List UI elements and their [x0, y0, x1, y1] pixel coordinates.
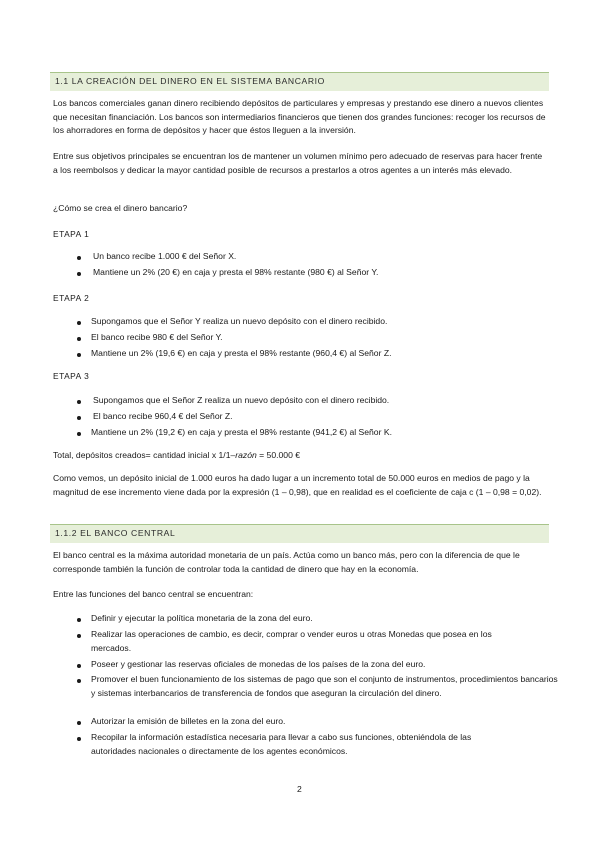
bullet-icon [77, 272, 81, 276]
etapa-3-label: ETAPA 3 [53, 371, 90, 381]
section-heading-creacion-dinero [50, 72, 549, 91]
bullet-icon [77, 664, 81, 668]
list-item: Recopilar la información estadística necesaria para llevar a cabo sus funciones, obteniéndola de las autoridades nacionales o directamente de los agentes económicos. [91, 732, 472, 756]
paragraph-banco-central: El banco central es la máxima autoridad monetaria de un país. Actúa como un banco más, pero con la diferencia de que le corresponde también la función de controlar toda la cantidad de dinero que hay en la economía. [53, 550, 520, 574]
bullet-icon [77, 618, 81, 622]
etapa-1-label: ETAPA 1 [53, 229, 90, 239]
section-heading-text: 1.1.2 EL BANCO CENTRAL [55, 528, 176, 538]
bullet-icon [77, 353, 81, 357]
total-suffix: = 50.000 € [256, 450, 301, 460]
bullet-icon [77, 634, 81, 638]
page-number: 2 [297, 784, 302, 794]
bullet-icon [77, 721, 81, 725]
list-item: Supongamos que el Señor Y realiza un nuevo depósito con el dinero recibido. [91, 316, 388, 326]
total-depositos-formula [53, 449, 549, 463]
list-item: Autorizar la emisión de billetes en la zona del euro. [91, 716, 286, 726]
bullet-icon [77, 432, 81, 436]
bullet-icon [77, 679, 81, 683]
section-heading-banco-central [50, 524, 549, 543]
bullet-icon [77, 737, 81, 741]
paragraph-bancos-comerciales: Los bancos comerciales ganan dinero recibiendo depósitos de particulares y empresas y prestando ese dinero a nuevos clientes que necesitan financiación. Los bancos son intermediarios financieros que tienen dos grandes funciones: recoger los recursos de los ahorradores en forma de depósitos y hacer que éstos lleguen a la inversión. [53, 98, 546, 136]
paragraph-como-vemos: Como vemos, un depósito inicial de 1.000 euros ha dado lugar a un incremento total de 50.000 euros en medios de pago y la magnitud de ese incremento viene dada por la expresión (1 – 0,98), que en realidad es el coeficiente de caja c (1 – 0,98 = 0,02). [53, 473, 542, 497]
list-item: Definir y ejecutar la política monetaria de la zona del euro. [91, 613, 313, 623]
list-item: Mantiene un 2% (19,2 €) en caja y presta el 98% restante (941,2 €) al Señor K. [91, 427, 392, 437]
total-razon: razón [235, 450, 257, 460]
bullet-icon [77, 416, 81, 420]
paragraph-objetivos: Entre sus objetivos principales se encuentran los de mantener un volumen mínimo pero adecuado de reservas para hacer frente a los reembolsos y dedicar la mayor cantidad posible de recursos a prestarlos a otros agentes a un interés más elevado. [53, 151, 543, 175]
list-item: El banco recibe 960,4 € del Señor Z. [93, 411, 233, 421]
list-item: El banco recibe 980 € del Señor Y. [91, 332, 223, 342]
list-item: Promover el buen funcionamiento de los sistemas de pago que son el conjunto de instrumentos, procedimientos bancarios y sistemas interbancarios de transferencia de fondos que aseguran la circulación del dinero. [91, 674, 558, 698]
list-item: Mantiene un 2% (19,6 €) en caja y presta el 98% restante (960,4 €) al Señor Z. [91, 348, 392, 358]
question-dinero-bancario: ¿Cómo se crea el dinero bancario? [53, 203, 188, 213]
total-prefix: Total, depósitos creados= cantidad inicial x 1/1– [53, 450, 236, 460]
list-item: Un banco recibe 1.000 € del Señor X. [93, 251, 237, 261]
bullet-icon [77, 400, 81, 404]
list-item: Mantiene un 2% (20 €) en caja y presta el 98% restante (980 €) al Señor Y. [93, 267, 379, 277]
list-item: Supongamos que el Señor Z realiza un nuevo depósito con el dinero recibido. [93, 395, 390, 405]
etapa-2-label: ETAPA 2 [53, 293, 90, 303]
bullet-icon [77, 337, 81, 341]
bullet-icon [77, 321, 81, 325]
section-heading-text: 1.1 LA CREACIÓN DEL DINERO EN EL SISTEMA BANCARIO [55, 76, 325, 86]
bullet-icon [77, 256, 81, 260]
paragraph-funciones-intro: Entre las funciones del banco central se encuentran: [53, 589, 254, 599]
list-item: Poseer y gestionar las reservas oficiales de monedas de los países de la zona del euro. [91, 659, 426, 669]
list-item: Realizar las operaciones de cambio, es decir, comprar o vender euros u otras Monedas que posea en los mercados. [91, 629, 492, 653]
